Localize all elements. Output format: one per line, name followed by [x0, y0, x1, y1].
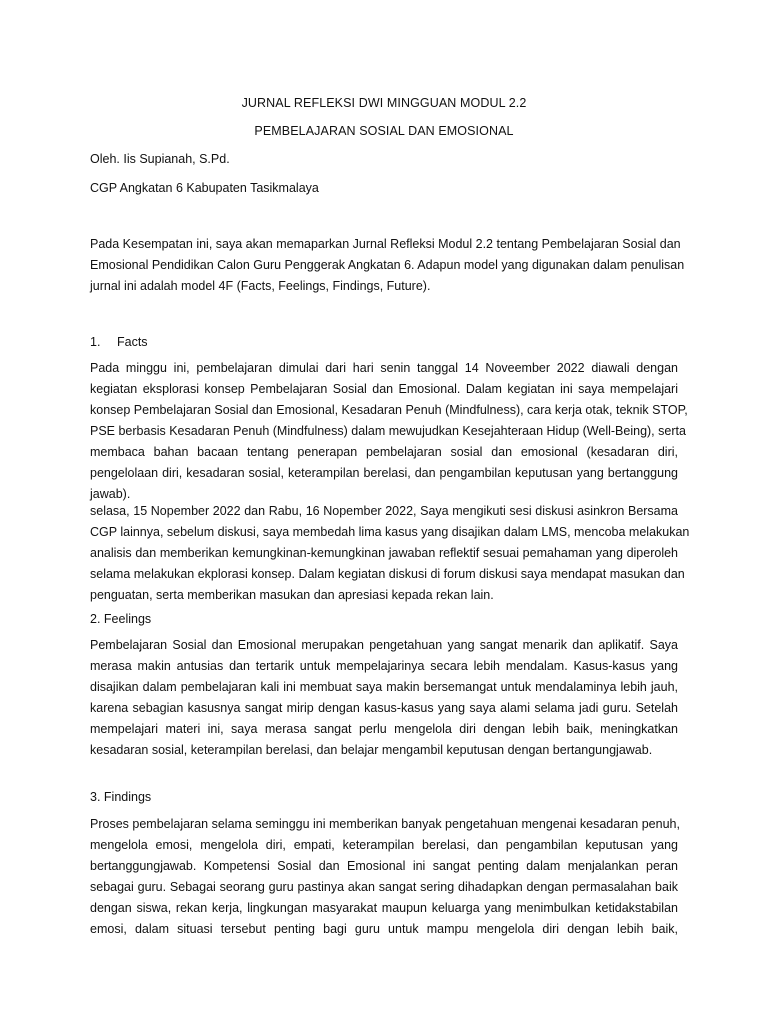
facts-paragraph-2 — [90, 501, 690, 606]
text-line: sebagai guru. Sebagai seorang guru pastinya akan sangat sering dihadapkan dengan permasalahan baik — [90, 880, 678, 894]
section-heading-feelings — [90, 612, 151, 626]
intro-paragraph — [90, 234, 685, 297]
document-title: JURNAL REFLEKSI DWI MINGGUAN MODUL 2.2 — [241, 96, 527, 110]
section-number: 3. — [90, 790, 101, 804]
text-line: Pembelajaran Sosial dan Emosional merupakan pengetahuan yang sangat menarik dan aplikatif. Saya — [90, 638, 678, 652]
section-number: 2. — [90, 612, 101, 626]
text-line: selama melakukan ekplorasi konsep. Dalam kegiatan diskusi di forum diskusi saya mendapat masukan dan — [90, 567, 685, 581]
text-line: emosi, dalam situasi tersebut penting bagi guru untuk mampu mengelola diri dengan lebih baik, — [90, 922, 678, 936]
text-line: Emosional Pendidikan Calon Guru Penggerak Angkatan 6. Adapun model yang digunakan dalam penulisan — [90, 258, 685, 272]
text-line: mengelola emosi, mengelola diri, empati, keterampilan berelasi, dan pengambilan keputusan yang — [90, 838, 678, 852]
text-line: penguatan, serta memberikan masukan dan apresiasi kepada rekan lain. — [90, 588, 494, 602]
text-line: merasa makin antusias dan tertarik untuk mempelajarinya secara lebih mendalam. Kasus-kasus yang — [90, 659, 678, 673]
text-line: CGP lainnya, sebelum diskusi, saya membedah lima kasus yang disajikan dalam LMS, mencoba melakukan — [90, 525, 690, 539]
text-line: pengelolaan diri, kesadaran sosial, keterampilan berelasi, dan pengambilan keputusan yang bertanggung — [90, 466, 678, 480]
section-title: Feelings — [103, 612, 152, 626]
document-subtitle: PEMBELAJARAN SOSIAL DAN EMOSIONAL — [254, 124, 514, 138]
text-line: selasa, 15 Nopember 2022 dan Rabu, 16 Nopember 2022, Saya mengikuti sesi diskusi asinkron Bersama — [90, 504, 678, 518]
text-line: membaca bahan bacaan tentang penerapan pembelajaran sosial dan emosional (kesadaran diri, — [90, 445, 678, 459]
author-line: Oleh. Iis Supianah, S.Pd. — [90, 152, 230, 166]
section-heading-findings — [90, 790, 151, 804]
section-heading-facts — [90, 335, 148, 349]
text-line: PSE berbasis Kesadaran Penuh (Mindfulness) dalam mewujudkan Kesejahteraan Hidup (Well-Being), serta — [90, 424, 686, 438]
text-line: Pada Kesempatan ini, saya akan memaparkan Jurnal Refleksi Modul 2.2 tentang Pembelajaran Sosial dan — [90, 237, 681, 251]
text-line: dengan siswa, rekan kerja, lingkungan masyarakat maupun keluarga yang menimbulkan ketidakstabilan — [90, 901, 678, 915]
findings-paragraph — [90, 814, 678, 940]
text-line: kesadaran sosial, keterampilan berelasi, dan belajar mengambil keputusan dengan bertangungjawab. — [90, 743, 653, 757]
text-line: Pada minggu ini, pembelajaran dimulai dari hari senin tanggal 14 Noveember 2022 diawali dengan — [90, 361, 678, 375]
text-line: bertanggungjawab. Kompetensi Sosial dan Emosional ini sangat penting dalam menjalankan peran — [90, 859, 678, 873]
text-line: jawab). — [90, 487, 131, 501]
text-line: analisis dan memberikan kemungkinan-kemungkinan jawaban reflektif sesuai pemahaman yang diperoleh — [90, 546, 678, 560]
text-line: jurnal ini adalah model 4F (Facts, Feelings, Findings, Future). — [90, 279, 431, 293]
section-title: Facts — [117, 335, 148, 349]
facts-paragraph-1 — [90, 358, 688, 505]
text-line: kegiatan eksplorasi konsep Pembelajaran Sosial dan Emosional. Dalam kegiatan ini saya mempelajari — [90, 382, 678, 396]
feelings-paragraph — [90, 635, 678, 761]
affiliation-line: CGP Angkatan 6 Kabupaten Tasikmalaya — [90, 181, 319, 195]
section-title: Findings — [103, 790, 152, 804]
section-number: 1. — [90, 335, 101, 349]
text-line: konsep Pembelajaran Sosial dan Emosional, Kesadaran Penuh (Mindfulness), cara kerja otak, teknik STOP, — [90, 403, 688, 417]
text-line: mempelajari materi ini, saya merasa sangat perlu mengelola diri dengan lebih baik, meningkatkan — [90, 722, 678, 736]
text-line: disajikan dalam pembelajaran kali ini membuat saya makin bersemangat untuk mendalaminya lebih jauh, — [90, 680, 678, 694]
text-line: Proses pembelajaran selama seminggu ini memberikan banyak pengetahuan mengenai kesadaran penuh, — [90, 817, 680, 831]
text-line: karena sebagian kasusnya sangat mirip dengan kasus-kasus yang saya alami selama jadi guru. Setelah — [90, 701, 678, 715]
